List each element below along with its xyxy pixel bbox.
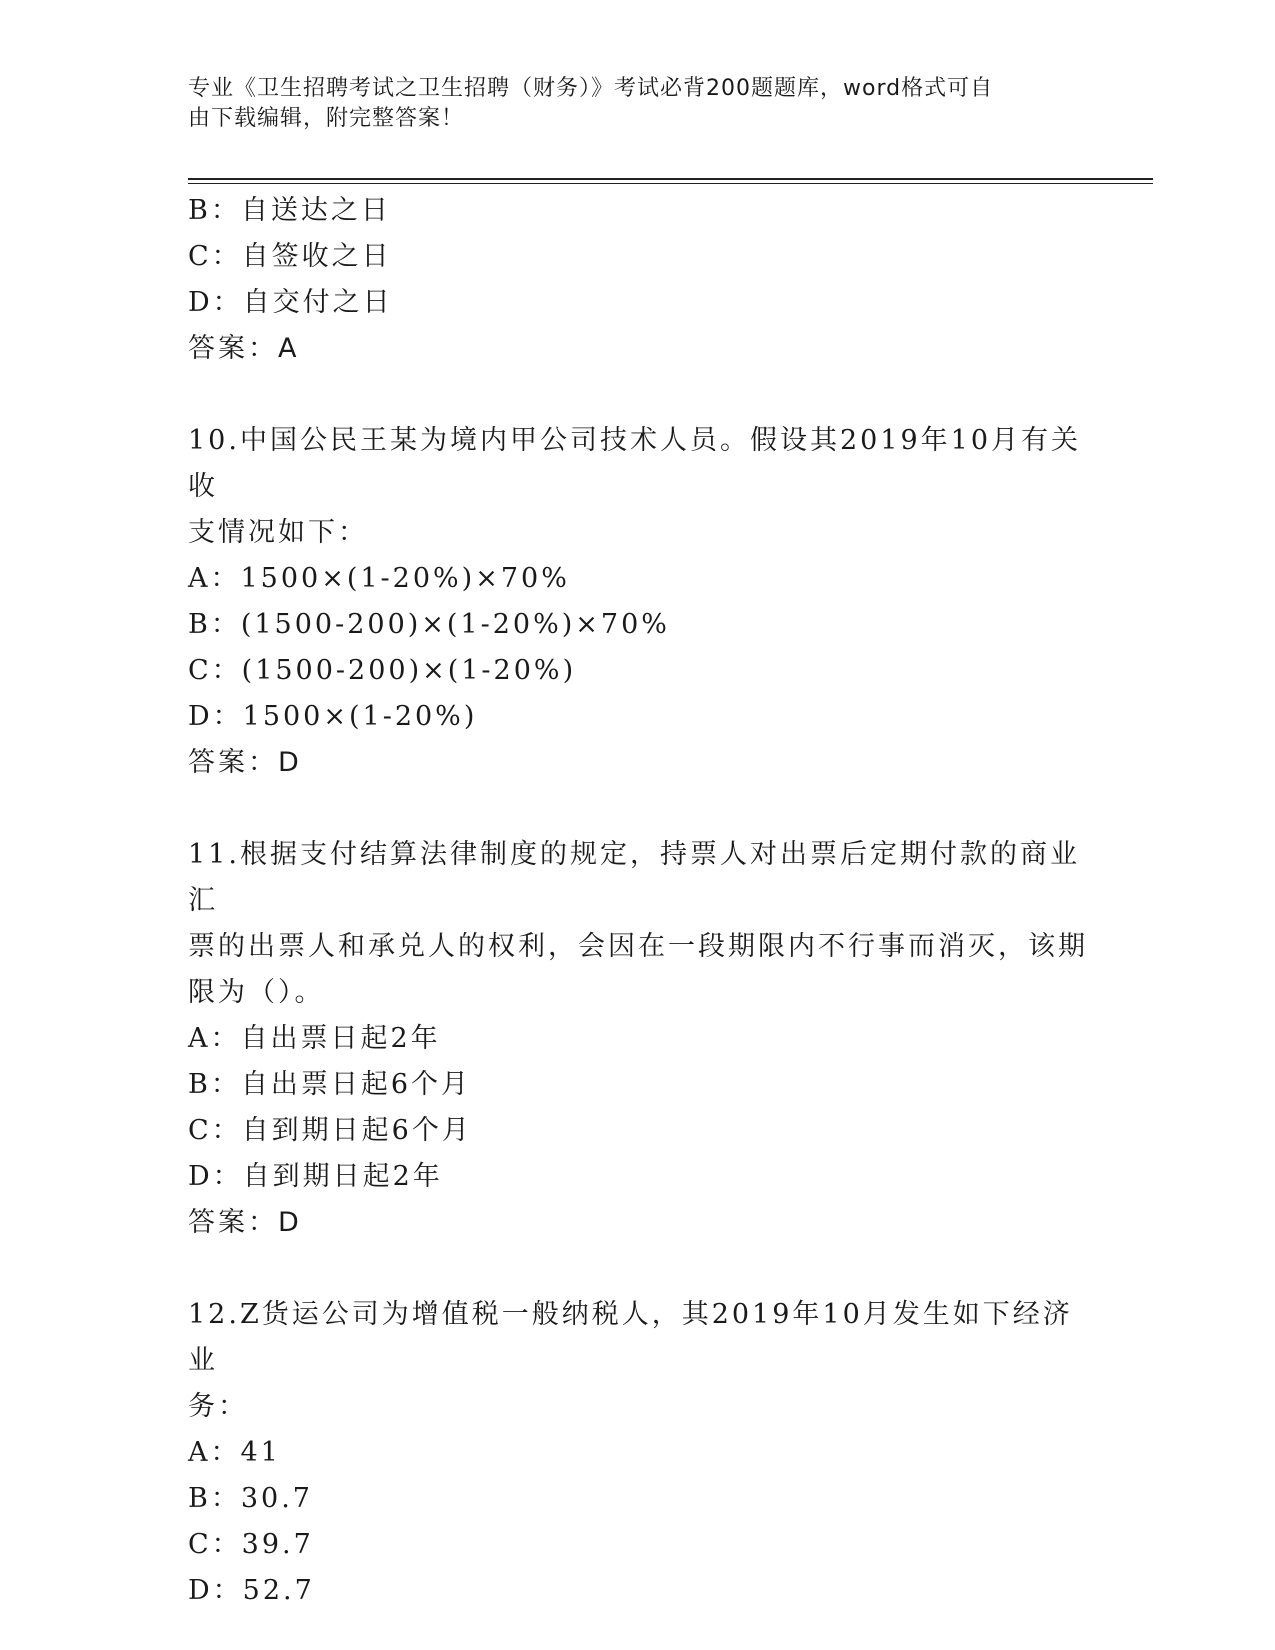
question-12 [188, 1292, 1088, 1614]
header-line-2: 由下载编辑，附完整答案！ [188, 106, 465, 131]
question-list [188, 188, 1088, 1614]
option-a: A：1500×(1-20%)×70% [188, 563, 570, 594]
question-stem-line: 11.根据支付结算法律制度的规定，持票人对出票后定期付款的商业汇 [188, 839, 1080, 916]
option-c: C：39.7 [188, 1529, 314, 1560]
spacer [188, 786, 1088, 832]
question-stem-line: 10.中国公民王某为境内甲公司技术人员。假设其2019年10月有关收 [188, 425, 1082, 502]
document-header [188, 74, 1068, 134]
header-line-1: 专业《卫生招聘考试之卫生招聘（财务）》考试必背200题题库，word格式可自 [188, 76, 994, 101]
option-c: C：自签收之日 [188, 241, 392, 272]
header-rule-thin [188, 183, 1153, 184]
question-stem-line: 12.Z货运公司为增值税一般纳税人，其2019年10月发生如下经济业 [188, 1299, 1073, 1376]
question-11 [188, 832, 1088, 1246]
question-stem-line: 限为（）。 [188, 977, 325, 1008]
spacer [188, 1246, 1088, 1292]
option-d: D：1500×(1-20%) [188, 701, 478, 732]
option-b: B：自出票日起6个月 [188, 1069, 472, 1100]
question-10 [188, 418, 1088, 786]
option-a: A：41 [188, 1437, 281, 1468]
answer-line: 答案：A [188, 333, 300, 364]
answer-line: 答案：D [188, 1207, 302, 1238]
question-stem-line: 支情况如下： [188, 517, 368, 548]
question-9-tail [188, 188, 1088, 372]
option-d: D：自交付之日 [188, 287, 393, 318]
option-d: D：自到期日起2年 [188, 1161, 443, 1192]
option-b: B：自送达之日 [188, 195, 391, 226]
option-b: B：30.7 [188, 1483, 313, 1514]
option-d: D：52.7 [188, 1575, 315, 1606]
option-a: A：自出票日起2年 [188, 1023, 441, 1054]
option-c: C：(1500-200)×(1-20%) [188, 655, 577, 686]
answer-line: 答案：D [188, 747, 302, 778]
question-stem-line: 票的出票人和承兑人的权利，会因在一段期限内不行事而消灭，该期 [188, 931, 1088, 962]
spacer [188, 372, 1088, 418]
option-c: C：自到期日起6个月 [188, 1115, 472, 1146]
header-rule-thick [188, 178, 1153, 180]
question-stem-line: 务： [188, 1391, 248, 1422]
option-b: B：(1500-200)×(1-20%)×70% [188, 609, 670, 640]
